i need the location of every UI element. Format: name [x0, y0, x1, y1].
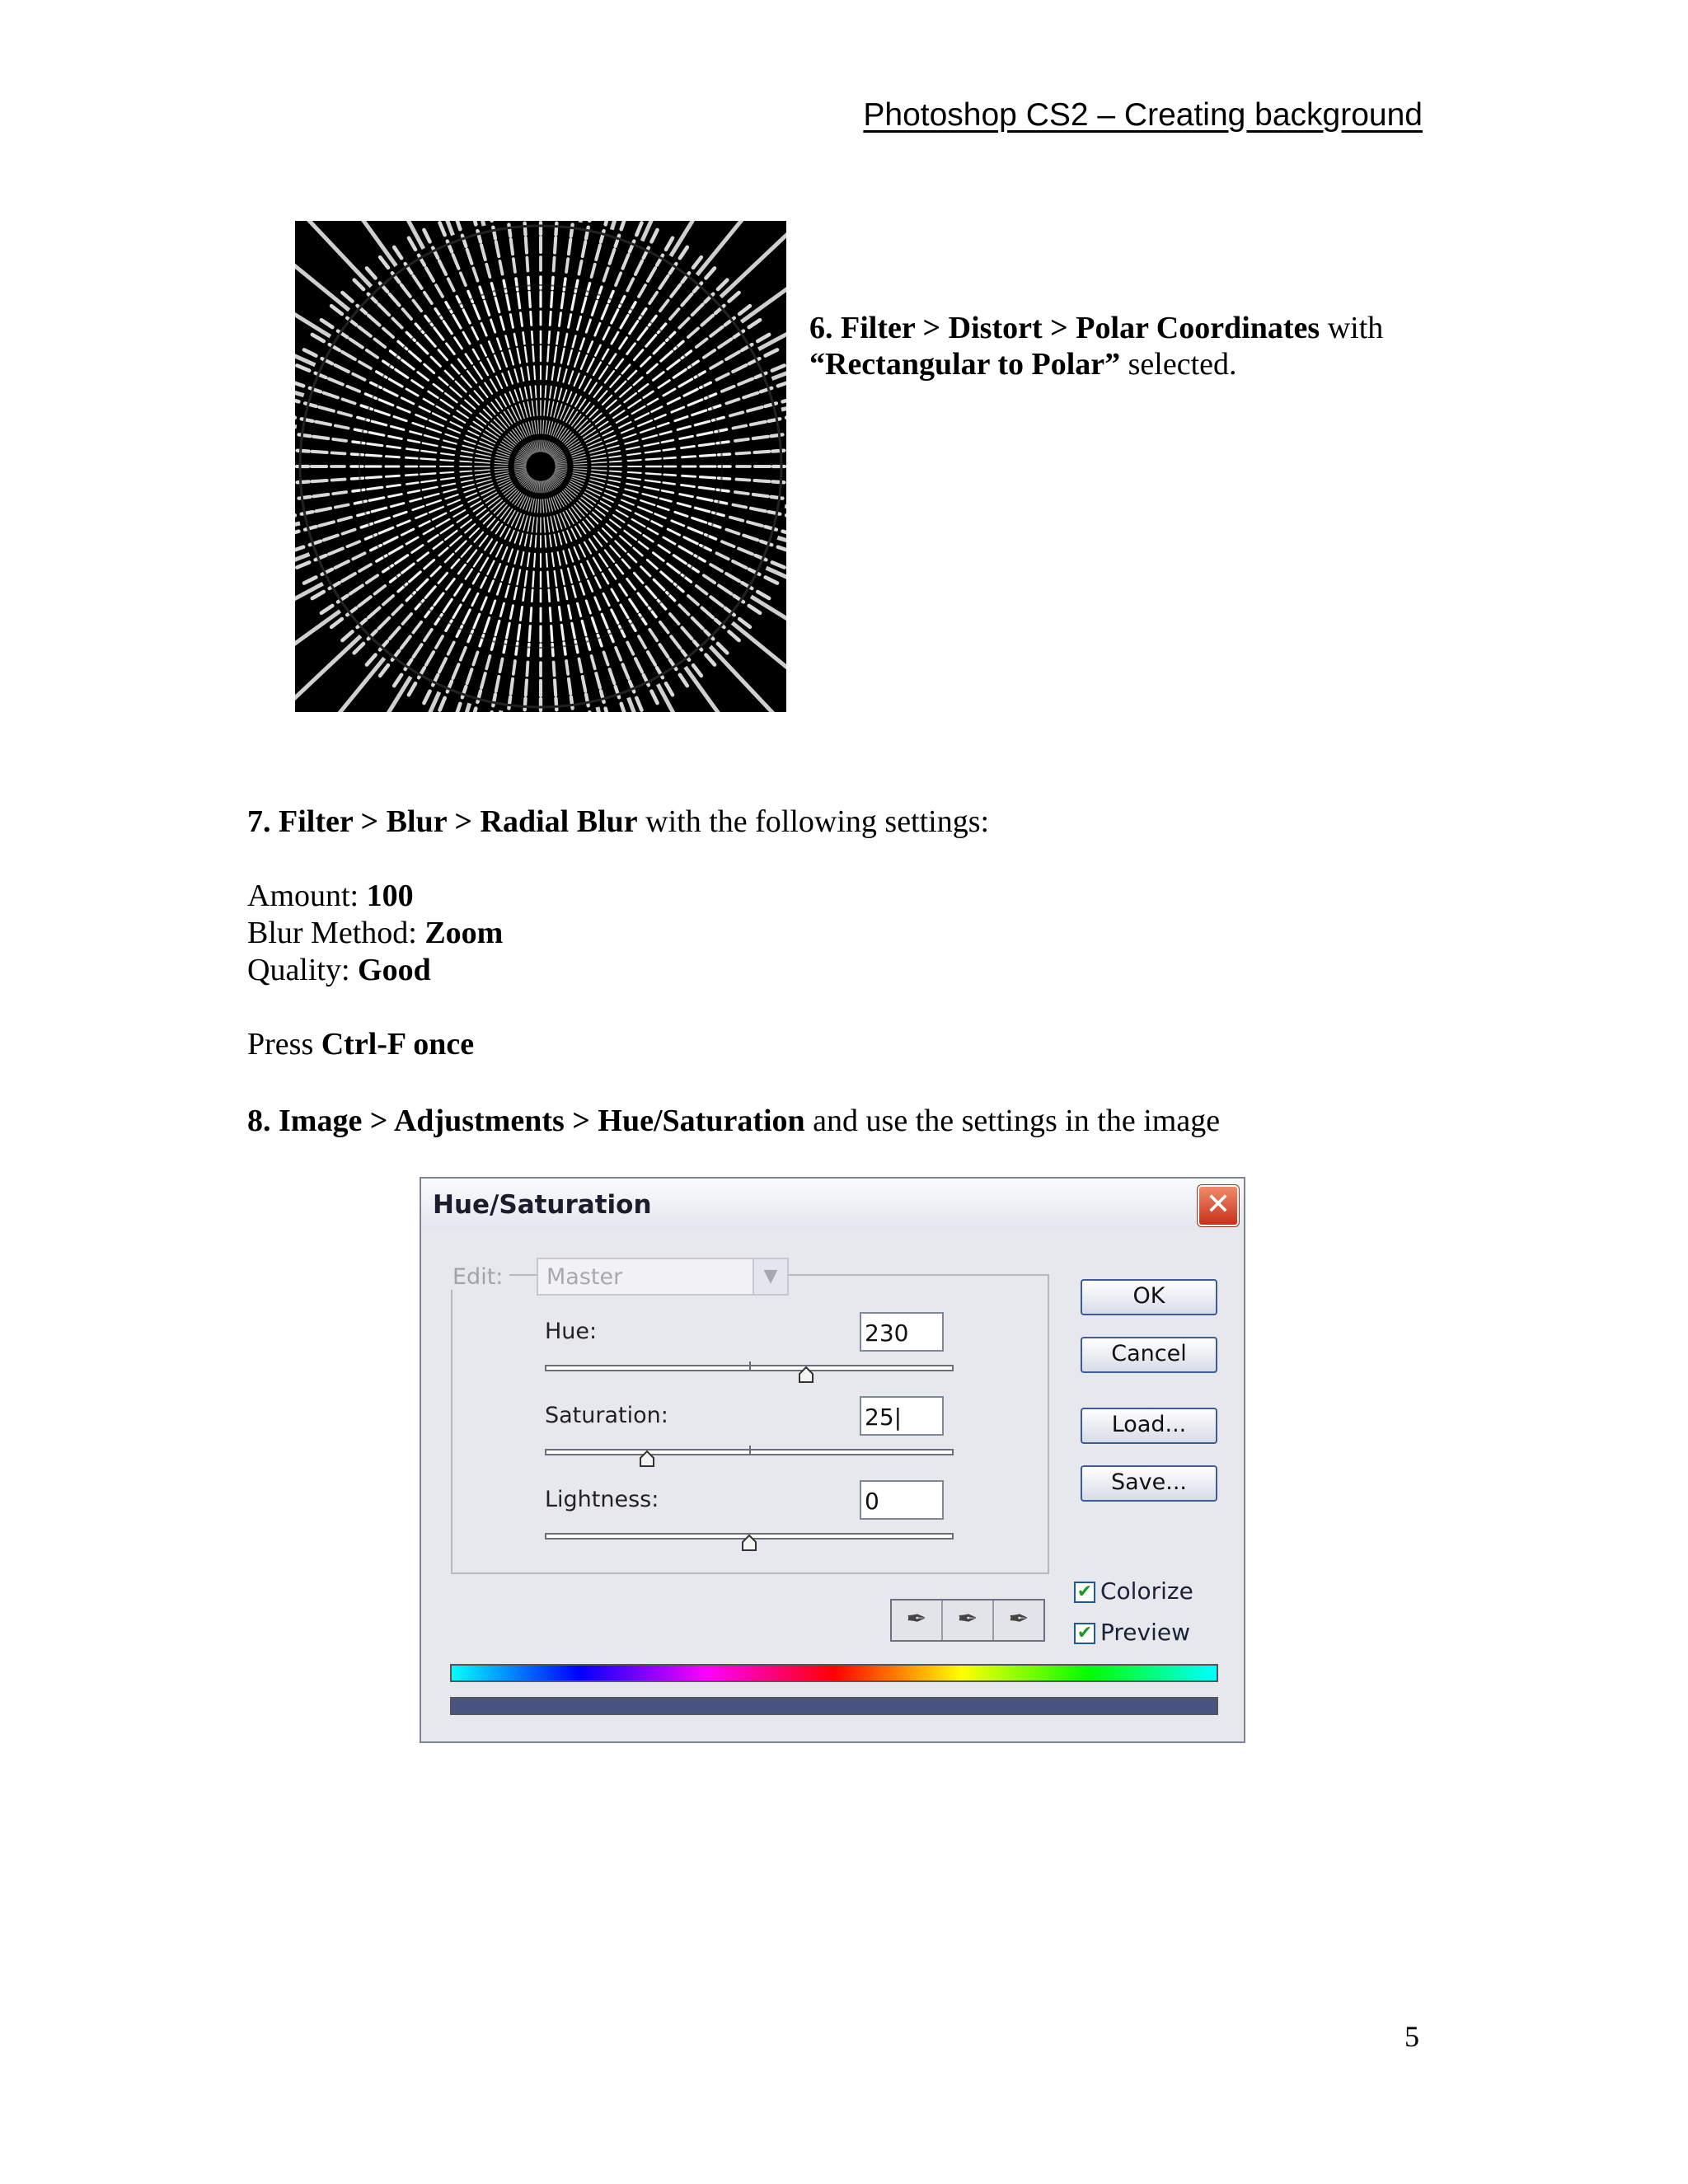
step-6-option-suffix: selected.	[1120, 347, 1237, 382]
lightness-input[interactable]: 0	[860, 1480, 944, 1520]
colorize-label: Colorize	[1100, 1577, 1193, 1605]
step-6-text	[809, 310, 1436, 382]
radial-blur-settings	[247, 878, 503, 989]
preview-checkbox[interactable]: ✔	[1074, 1623, 1095, 1644]
setting-amount	[247, 878, 503, 915]
colorize-option[interactable]	[1074, 1577, 1193, 1605]
colorize-checkbox[interactable]: ✔	[1074, 1582, 1095, 1603]
hue-slider-midpoint	[749, 1361, 751, 1371]
saturation-slider-midpoint	[749, 1446, 751, 1455]
eyedropper-tools	[890, 1599, 1045, 1642]
step-7-text	[247, 804, 989, 840]
page-number: 5	[1404, 2020, 1419, 2053]
chevron-down-icon: ▼	[753, 1259, 787, 1294]
setting-label: Blur Method:	[247, 916, 425, 950]
press-shortcut: Ctrl-F once	[321, 1027, 475, 1062]
eyedropper-icon[interactable]: ✒	[892, 1601, 943, 1640]
press-instruction	[247, 1026, 474, 1062]
load-button[interactable]: Load...	[1081, 1408, 1217, 1444]
edit-label: Edit:	[446, 1264, 509, 1290]
edit-select[interactable]	[537, 1258, 789, 1296]
setting-label: Quality:	[247, 953, 359, 987]
hue-input[interactable]: 230	[860, 1312, 944, 1352]
step-6-option: “Rectangular to Polar”	[809, 347, 1121, 382]
setting-label: Amount:	[247, 879, 367, 913]
setting-value: 100	[366, 879, 414, 913]
polar-coordinates-image	[295, 221, 786, 712]
spectrum-bar	[450, 1664, 1218, 1682]
hue-label: Hue:	[545, 1319, 598, 1344]
dialog-title: Hue/Saturation	[433, 1190, 652, 1220]
close-button[interactable]	[1198, 1185, 1239, 1226]
saturation-slider-thumb[interactable]	[639, 1451, 655, 1467]
preview-option[interactable]	[1074, 1619, 1190, 1646]
step-7-suffix: with the following settings:	[637, 804, 990, 839]
step-7-number: 7.	[247, 804, 271, 839]
dialog-titlebar[interactable]	[421, 1179, 1244, 1230]
hue-saturation-dialog	[420, 1177, 1245, 1743]
close-icon: ✕	[1205, 1188, 1231, 1221]
edit-select-value: Master	[546, 1264, 623, 1290]
press-label: Press	[247, 1027, 321, 1062]
document-header: Photoshop CS2 – Creating background	[863, 97, 1423, 133]
saturation-label: Saturation:	[545, 1403, 668, 1428]
lightness-label: Lightness:	[545, 1487, 659, 1512]
setting-value: Good	[358, 953, 431, 987]
adjustment-group	[451, 1274, 1049, 1574]
eyedropper-plus-icon[interactable]: ✒	[943, 1601, 994, 1640]
saturation-input[interactable]	[860, 1396, 944, 1436]
cancel-button[interactable]: Cancel	[1081, 1337, 1217, 1373]
preview-label: Preview	[1100, 1619, 1190, 1646]
step-8-text	[247, 1103, 1220, 1139]
lightness-slider-thumb[interactable]	[741, 1535, 757, 1551]
step-8-number: 8.	[247, 1104, 271, 1138]
eyedropper-minus-icon[interactable]: ✒	[1008, 1605, 1029, 1633]
save-button[interactable]: Save...	[1081, 1465, 1217, 1502]
saturation-value: 25	[865, 1404, 894, 1431]
setting-value: Zoom	[424, 916, 504, 950]
step-6-menu-path: Filter > Distort > Polar Coordinates	[841, 311, 1320, 345]
ok-button[interactable]: OK	[1081, 1279, 1217, 1315]
text-cursor: |	[893, 1404, 903, 1431]
setting-blur-method	[247, 915, 503, 952]
hue-slider-track[interactable]	[545, 1365, 954, 1371]
step-6-number: 6.	[809, 311, 833, 345]
setting-quality	[247, 952, 503, 989]
step-8-suffix: and use the settings in the image	[804, 1104, 1221, 1138]
step-7-menu-path: Filter > Blur > Radial Blur	[279, 804, 638, 839]
colorized-bar	[450, 1697, 1218, 1715]
step-6-suffix: with	[1320, 311, 1384, 345]
saturation-slider-track[interactable]	[545, 1449, 954, 1455]
hue-slider-thumb[interactable]	[798, 1366, 814, 1383]
step-8-menu-path: Image > Adjustments > Hue/Saturation	[279, 1104, 805, 1138]
